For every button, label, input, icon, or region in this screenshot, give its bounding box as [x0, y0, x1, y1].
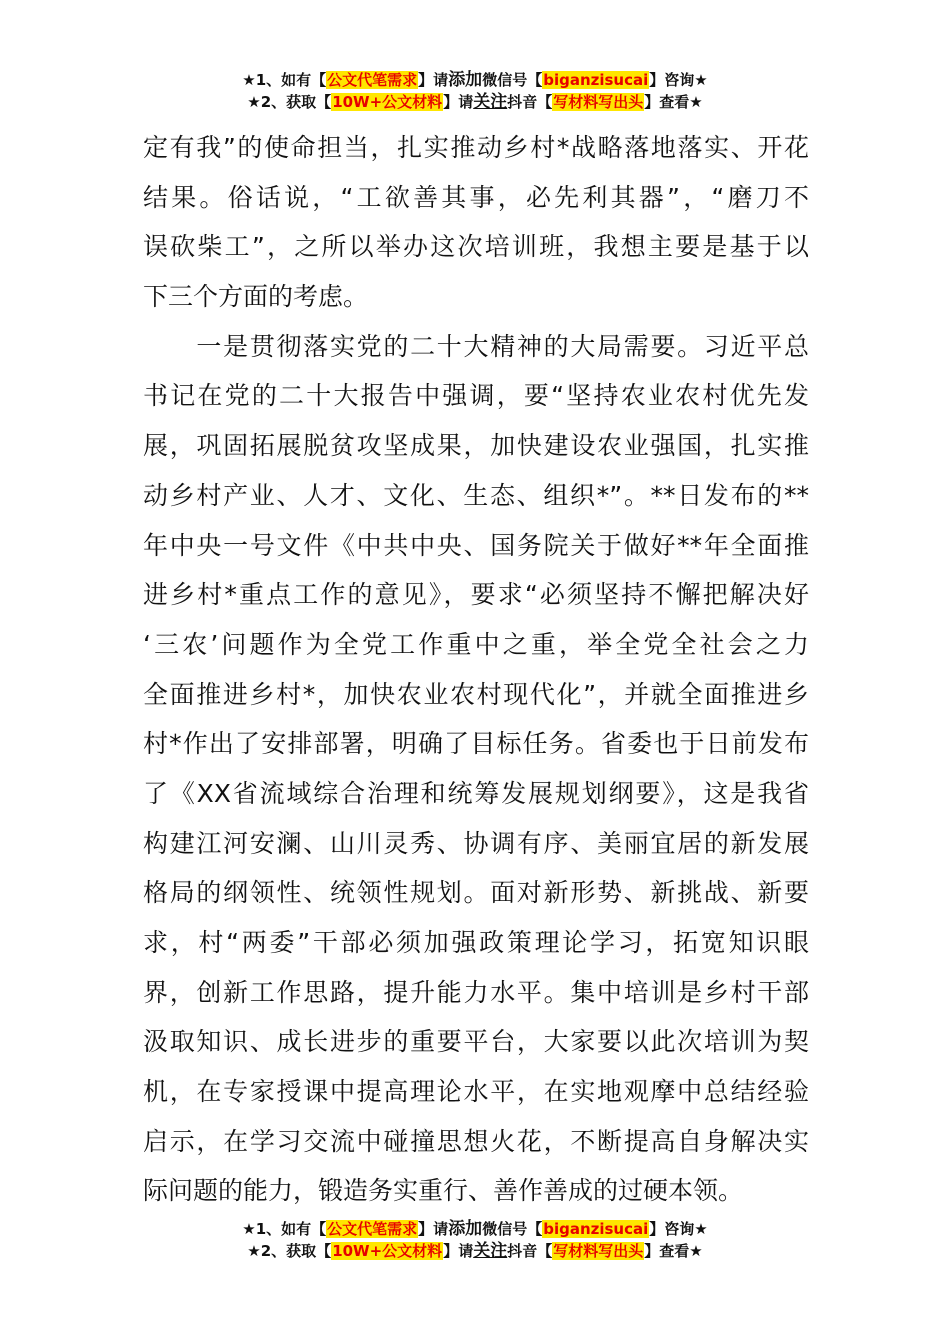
promo-1-highlight-wechat: biganzisucai [543, 1220, 649, 1238]
promo-footer [0, 1218, 950, 1262]
body-line: 定有我”的使命担当，扎实推动乡村*战略落地落实、开花 [143, 133, 809, 162]
body-line: 书记在党的二十大报告中强调，要“坚持农业农村优先发 [143, 381, 809, 411]
promo-1-suffix: 】咨询★ [649, 71, 708, 89]
promo-1-highlight-service: 公文代笔需求 [327, 1220, 418, 1238]
promo-2-suffix: 】查看★ [644, 93, 703, 111]
promo-line-2 [0, 91, 950, 113]
promo-2-highlight-materials: 10W+公文材料 [332, 1242, 443, 1260]
promo-2-prefix: ★2、获取【 [247, 1242, 332, 1260]
promo-2-mid: 】请 [443, 1242, 474, 1260]
body-line: 求，村“两委”干部必须加强政策理论学习，拓宽知识眼 [143, 928, 809, 957]
body-line: 进乡村*重点工作的意见》，要求“必须坚持不懈把解决好 [143, 580, 809, 610]
body-line: 机，在专家授课中提高理论水平，在实地观摩中总结经验 [143, 1077, 809, 1107]
body-line: 下三个方面的考虑。 [143, 282, 369, 312]
promo-2-emph: 关注 [473, 1241, 508, 1261]
promo-2-highlight-materials: 10W+公文材料 [332, 93, 443, 111]
promo-line-2 [0, 1240, 950, 1262]
promo-1-mid: 】请 [418, 71, 449, 89]
promo-1-prefix: ★1、如有【 [242, 1220, 327, 1238]
promo-1-prefix: ★1、如有【 [242, 71, 327, 89]
promo-1-suffix: 】咨询★ [649, 1220, 708, 1238]
body-line: 构建江河安澜、山川灵秀、协调有序、美丽宜居的新发展 [143, 828, 809, 858]
promo-1-highlight-service: 公文代笔需求 [327, 71, 418, 89]
body-line: ‘三农’问题作为全党工作重中之重，举全党全社会之力 [143, 629, 809, 659]
body-line: 误砍柴工”，之所以举办这次培训班，我想主要是基于以 [143, 232, 809, 262]
body-line: 结果。俗话说，“工欲善其事，必先利其器”，“磨刀不 [143, 182, 809, 212]
body-line: 汲取知识、成长进步的重要平台，大家要以此次培训为契 [143, 1027, 809, 1057]
promo-2-mid2: 抖音【 [507, 1242, 553, 1260]
body-line: 启示，在学习交流中碰撞思想火花，不断提高自身解决实 [143, 1126, 809, 1156]
promo-2-emph: 关注 [473, 92, 508, 112]
body-line: 动乡村产业、人才、文化、生态、组织*”。**日发布的** [143, 480, 809, 510]
promo-2-suffix: 】查看★ [644, 1242, 703, 1260]
promo-1-mid2: 微信号【 [482, 71, 543, 89]
promo-1-mid2: 微信号【 [482, 1220, 543, 1238]
body-line: 了《XX省流域综合治理和统筹发展规划纲要》，这是我省 [143, 778, 809, 808]
body-line: 年中央一号文件《中共中央、国务院关于做好**年全面推 [143, 530, 809, 560]
promo-header [0, 69, 950, 113]
body-line: 际问题的能力，锻造务实重行、善作善成的过硬本领。 [143, 1176, 744, 1206]
promo-1-highlight-wechat: biganzisucai [543, 71, 649, 89]
promo-2-mid2: 抖音【 [507, 93, 553, 111]
promo-2-highlight-douyin: 写材料写出头 [553, 93, 644, 111]
body-line: 格局的纲领性、统领性规划。面对新形势、新挑战、新要 [143, 878, 809, 908]
promo-line-1 [0, 1218, 950, 1240]
promo-1-emph: 添加 [448, 70, 483, 90]
body-line: 展，巩固拓展脱贫攻坚成果，加快建设农业强国，扎实推 [143, 431, 809, 461]
promo-line-1 [0, 69, 950, 91]
promo-2-highlight-douyin: 写材料写出头 [553, 1242, 644, 1260]
body-line: 村*作出了安排部署，明确了目标任务。省委也于日前发布 [143, 729, 809, 759]
promo-1-mid: 】请 [418, 1220, 449, 1238]
promo-2-prefix: ★2、获取【 [247, 93, 332, 111]
body-line: 界，创新工作思路，提升能力水平。集中培训是乡村干部 [143, 977, 809, 1007]
promo-2-mid: 】请 [443, 93, 474, 111]
promo-1-emph: 添加 [448, 1219, 483, 1239]
body-line: 一是贯彻落实党的二十大精神的大局需要。习近平总 [143, 331, 809, 361]
document-body [143, 123, 809, 1216]
body-line: 全面推进乡村*，加快农业农村现代化”，并就全面推进乡 [143, 679, 809, 709]
